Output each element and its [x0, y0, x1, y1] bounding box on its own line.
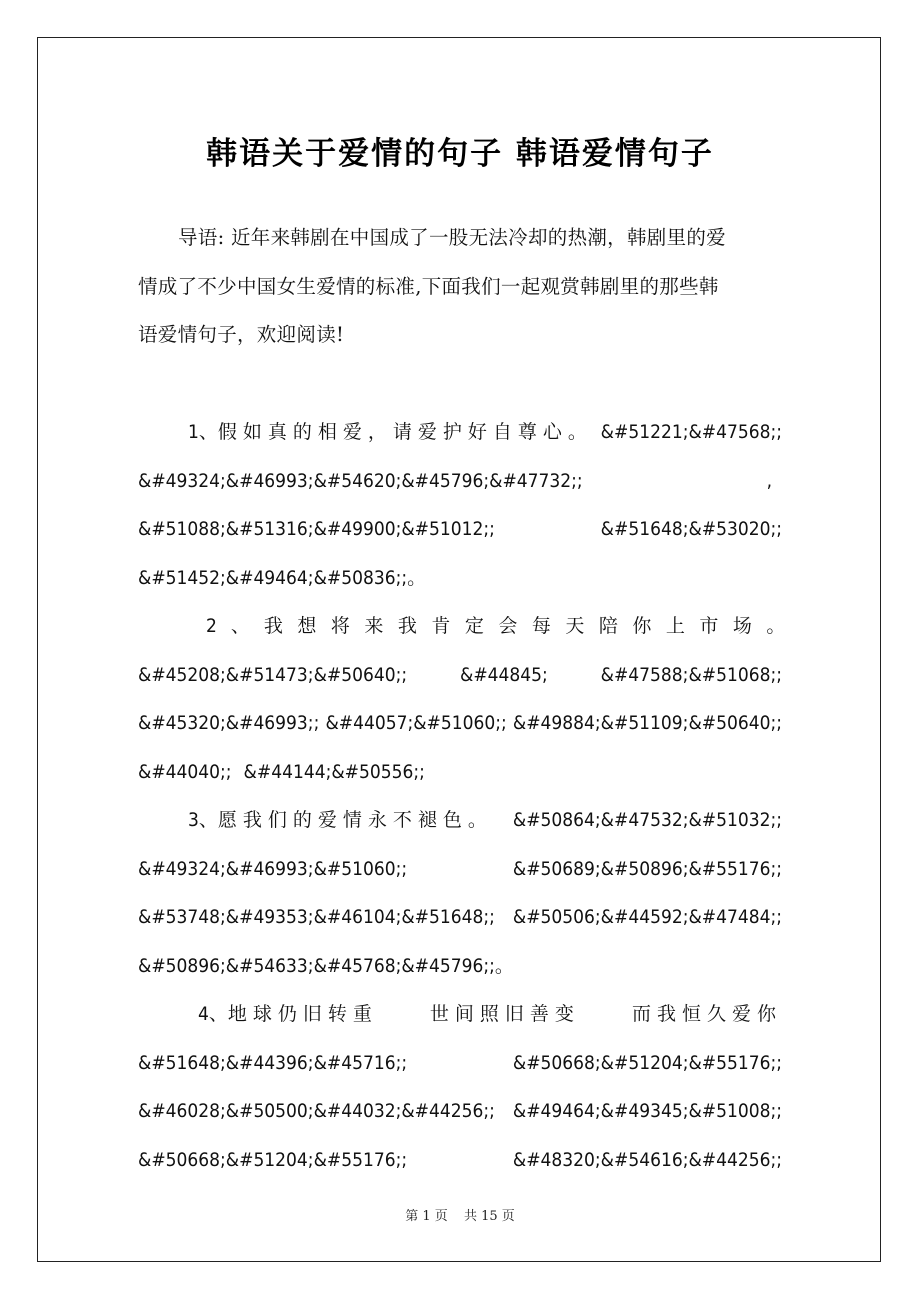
item-korean-entity: ,: [766, 469, 772, 492]
page-number: 第 1 页: [405, 1209, 448, 1224]
item-korean-entity: &#50668;&#51204;&#55176;;: [138, 1148, 408, 1171]
item-korean-entity: &#50506;&#44592;&#47484;;: [512, 906, 782, 928]
item-3-line-2: [138, 845, 782, 894]
item-korean-entity: &#47588;&#51068;;: [600, 663, 782, 686]
intro-line-3: 语爱情句子，欢迎阅读!: [138, 323, 345, 346]
item-4-line-3: [138, 1087, 782, 1136]
item-korean-entity: &#49324;&#46993;&#51060;;: [138, 857, 408, 880]
item-korean-entity: &#53748;&#49353;&#46104;&#51648;;: [138, 906, 495, 928]
page-footer: [0, 1205, 920, 1224]
item-4-line-4: [138, 1136, 782, 1185]
item-korean-entity: &#49324;&#46993;&#54620;&#45796;&#47732;;: [138, 469, 583, 492]
item-chinese: 我想将来我肯定会每天陪你上市场。: [263, 615, 800, 637]
document-body: [138, 214, 800, 1184]
item-korean-entity: &#45208;&#51473;&#50640;;: [138, 663, 408, 686]
intro-line-2: 情成了不少中国女生爱情的标准,下面我们一起观赏韩剧里的那些韩: [138, 274, 719, 298]
item-chinese: 假如真的相爱，请爱护好自尊心。: [217, 421, 593, 443]
item-korean-entity: &#50864;&#47532;&#51032;;: [512, 809, 782, 831]
item-2-line-2: [138, 651, 782, 700]
item-korean-entity: &#44144;&#50556;;: [243, 760, 425, 783]
item-number: 2、: [206, 615, 264, 637]
item-korean-entity: &#51452;&#49464;&#50836;;。: [138, 566, 427, 589]
page-total: 共 15 页: [463, 1209, 515, 1224]
item-3-line-4: [138, 942, 782, 991]
item-2-line-3: [138, 699, 782, 748]
item-korean-entity: &#50668;&#51204;&#55176;;: [512, 1051, 782, 1074]
item-korean-entity: &#51648;&#53020;;: [600, 518, 782, 540]
item-2-line-1: [138, 602, 800, 651]
item-chinese-part: 而我恒久爱你: [631, 1003, 782, 1025]
item-korean-entity: &#44845;: [459, 663, 548, 686]
item-korean-entity: &#51221;&#47568;;: [600, 421, 782, 443]
item-4-line-2: [138, 1039, 782, 1088]
item-korean-entity: &#45320;&#46993;;: [138, 712, 320, 734]
item-korean-entity: &#48320;&#54616;&#44256;;: [512, 1148, 782, 1171]
item-korean-entity: &#46028;&#50500;&#44032;&#44256;;: [138, 1100, 495, 1122]
item-chinese-part: 世间照旧善变: [429, 1003, 580, 1025]
item-2-line-4: [138, 748, 782, 797]
document-title: 韩语关于爱情的句子 韩语爱情句子: [206, 136, 714, 172]
item-korean-entity: &#50896;&#54633;&#45768;&#45796;;。: [138, 954, 514, 977]
item-korean-entity: &#44040;;: [138, 760, 232, 783]
item-chinese-part: 地球仍旧转重: [227, 1003, 378, 1025]
item-korean-entity: &#51088;&#51316;&#49900;&#51012;;: [138, 518, 495, 540]
item-number: 3、: [188, 809, 218, 831]
intro-line-1: 导语: 近年来韩剧在中国成了一股无法冷却的热潮，韩剧里的爱: [178, 226, 726, 249]
item-korean-entity: &#49884;&#51109;&#50640;;: [512, 712, 782, 734]
item-korean-entity: &#44057;&#51060;;: [325, 712, 507, 734]
paragraph-gap: [138, 360, 782, 409]
item-korean-entity: &#49464;&#49345;&#51008;;: [512, 1100, 782, 1122]
item-3-line-1: [138, 796, 782, 845]
item-1-line-1: [138, 408, 782, 457]
item-number: 4、: [198, 1003, 228, 1025]
item-korean-entity: &#51648;&#44396;&#45716;;: [138, 1051, 408, 1074]
item-1-line-2: [138, 457, 782, 506]
item-1-line-3: [138, 505, 782, 554]
item-number: 1、: [188, 421, 218, 443]
item-chinese: 愿我们的爱情永不褪色。: [217, 809, 493, 831]
item-1-line-4: [138, 554, 782, 603]
item-3-line-3: [138, 893, 782, 942]
item-korean-entity: &#50689;&#50896;&#55176;;: [512, 857, 782, 880]
item-4-line-1: [138, 990, 782, 1039]
